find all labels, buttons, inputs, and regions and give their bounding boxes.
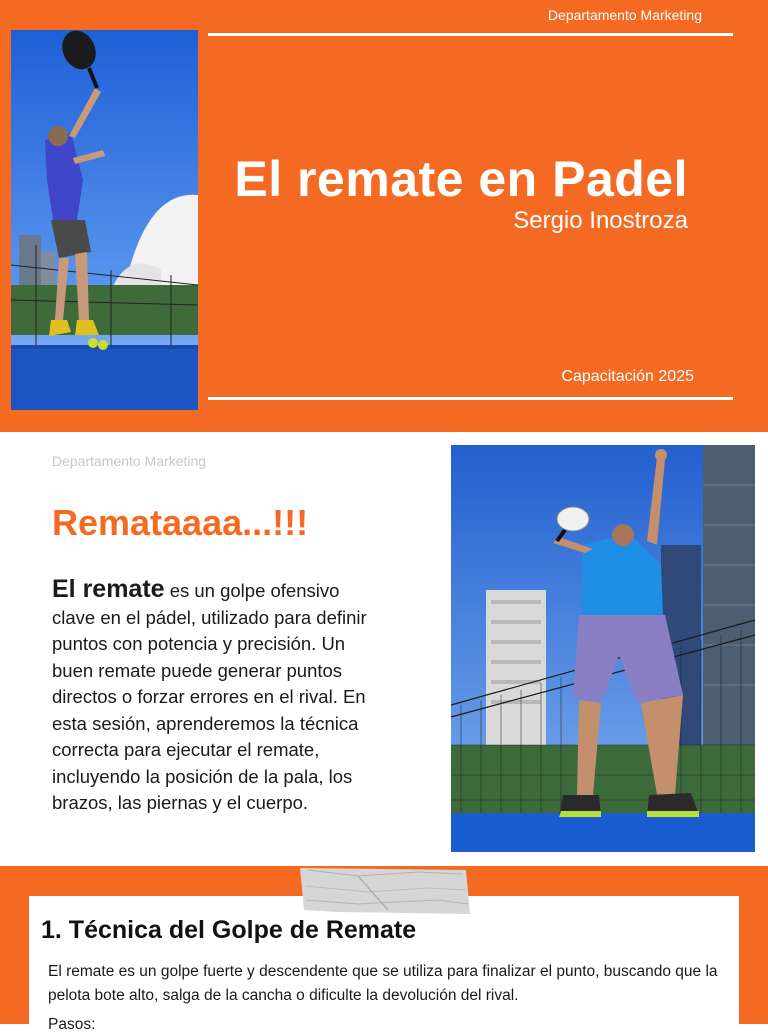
department-label: Departamento Marketing (52, 453, 207, 469)
bottom-divider (208, 397, 733, 400)
presentation-title: El remate en Padel (234, 151, 688, 207)
section-title: 1. Técnica del Golpe de Remate (41, 916, 417, 944)
intro-text: es un golpe ofensivo clave en el pádel, utilizado para definir puntos con potencia y precisión. Un buen remate puede generar puntos directos o forzar errores en el rival. En esta sesión, aprenderemos la técnica correcta para ejecutar el remate, incluyendo la posición de la pala, los brazos, las piernas y el cuerpo. (52, 580, 367, 813)
intro-lead: El remate (52, 575, 165, 603)
technique-slide (0, 866, 768, 1033)
top-divider (208, 33, 733, 36)
cover-slide (0, 0, 768, 432)
section-paragraph: El remate es un golpe fuerte y descendente que se utiliza para finalizar el punto, buscando que la pelota bote alto, salga de la cancha o dificulte la devolución del rival. (48, 963, 718, 1004)
intro-paragraph (52, 576, 382, 817)
cover-photo (11, 30, 198, 410)
slide-heading: Remataaaa...!!! (52, 502, 309, 543)
steps-label: Pasos: (48, 1016, 96, 1033)
author-name: Sergio Inostroza (513, 207, 688, 234)
department-label: Departamento Marketing (547, 7, 702, 23)
intro-photo (451, 445, 755, 852)
tape-decoration (298, 866, 470, 916)
presentation-date: Capacitación 2025 (561, 368, 694, 385)
content-card (29, 896, 739, 1036)
intro-slide (0, 432, 768, 866)
